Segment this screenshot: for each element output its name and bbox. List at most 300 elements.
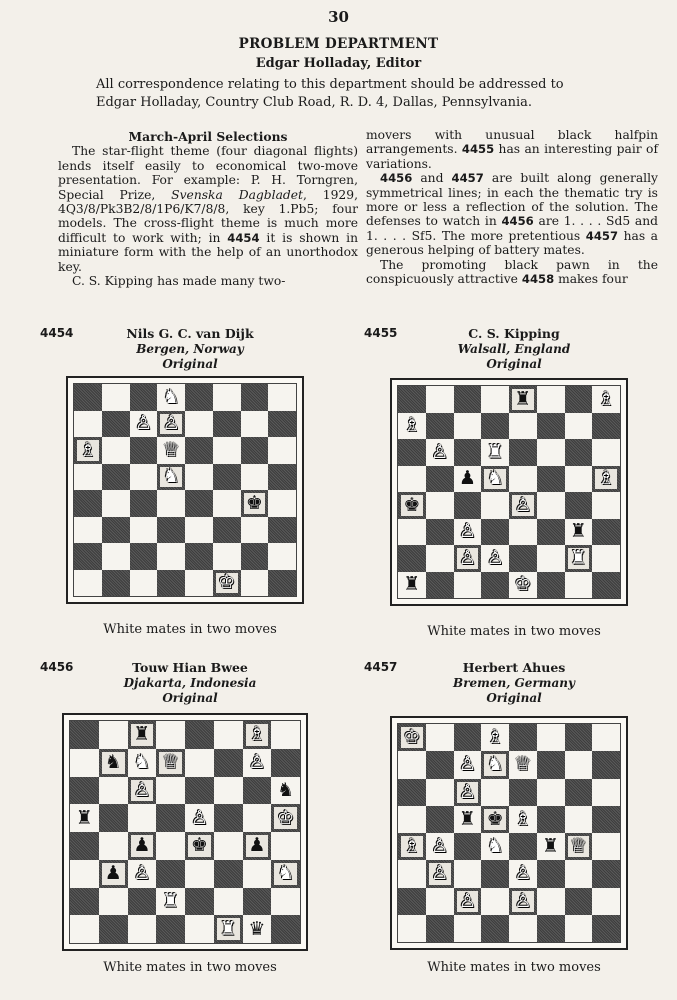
- square-f8: [537, 386, 565, 413]
- square-a3: [70, 860, 99, 888]
- notice-line-1: All correspondence relating to this department should be addressed to: [96, 77, 564, 92]
- square-e3: [185, 517, 213, 544]
- square-a1: [398, 915, 426, 942]
- problem-place: Bremen, Germany: [453, 676, 575, 690]
- square-h7: [271, 749, 300, 777]
- square-f8: [213, 384, 241, 411]
- square-f2: [537, 888, 565, 915]
- square-e4: [509, 492, 537, 519]
- square-a4: [74, 490, 102, 517]
- problem-author: Herbert Ahues: [462, 660, 566, 675]
- square-b8: [426, 724, 454, 751]
- square-a1: [74, 570, 102, 597]
- square-a2: [74, 543, 102, 570]
- square-f6: [537, 439, 565, 466]
- board-frame: [66, 376, 304, 604]
- square-c5: [128, 804, 157, 832]
- square-d6: [157, 437, 185, 464]
- square-a3: [74, 517, 102, 544]
- square-g2: [243, 888, 272, 916]
- square-e6: [185, 777, 214, 805]
- problem-place: Djakarta, Indonesia: [123, 676, 257, 690]
- square-a8: [398, 386, 426, 413]
- chess-piece-black: ♜: [542, 835, 560, 858]
- chess-piece-white: ♔: [403, 726, 421, 749]
- square-f8: [214, 721, 243, 749]
- square-e6: [509, 779, 537, 806]
- square-h7: [592, 751, 620, 778]
- square-e7: [185, 411, 213, 438]
- chess-piece-white: ♔: [218, 571, 236, 594]
- square-c7: [128, 749, 157, 777]
- square-c5: [454, 466, 482, 493]
- chess-piece-white: ♔: [277, 806, 295, 829]
- square-c6: [130, 437, 158, 464]
- square-a2: [398, 545, 426, 572]
- square-d7: [481, 413, 509, 440]
- square-b3: [426, 519, 454, 546]
- square-c5: [130, 464, 158, 491]
- square-b2: [99, 888, 128, 916]
- square-h1: [271, 915, 300, 943]
- chess-piece-white: ♙: [458, 546, 476, 569]
- square-b6: [102, 437, 130, 464]
- square-a4: [398, 833, 426, 860]
- square-b7: [102, 411, 130, 438]
- text: has an interesting pair of variations.: [366, 142, 659, 171]
- square-e4: [185, 832, 214, 860]
- square-e8: [185, 384, 213, 411]
- square-d5: [156, 804, 185, 832]
- square-a7: [74, 411, 102, 438]
- square-f6: [214, 777, 243, 805]
- square-a3: [398, 860, 426, 887]
- square-c3: [454, 519, 482, 546]
- square-a3: [398, 519, 426, 546]
- problem-ref: 4456: [501, 214, 534, 229]
- chess-piece-white: ♙: [431, 835, 449, 858]
- text: are built along generally symmetrical lines; in each the thematic try is more or less a reflection of the solution. The defenses to watch in: [366, 171, 658, 229]
- department-title: PROBLEM DEPARTMENT: [238, 36, 439, 52]
- square-d2: [481, 888, 509, 915]
- square-f1: [214, 915, 243, 943]
- square-d5: [157, 464, 185, 491]
- chess-piece-white: ♙: [514, 862, 532, 885]
- chess-piece-white: ♙: [134, 412, 152, 435]
- square-d4: [156, 832, 185, 860]
- chess-piece-white: ♞: [486, 467, 504, 490]
- square-a1: [70, 915, 99, 943]
- square-e4: [509, 833, 537, 860]
- square-b8: [426, 386, 454, 413]
- square-e8: [185, 721, 214, 749]
- chess-piece-white: ♙: [458, 520, 476, 543]
- chess-piece-white: ♕: [162, 438, 180, 461]
- chess-piece-white: ♗: [597, 467, 615, 490]
- notice-line-2: Edgar Holladay, Country Club Road, R. D. 4, Dallas, Pennsylvania.: [96, 95, 533, 110]
- square-g1: [241, 570, 269, 597]
- square-c6: [128, 777, 157, 805]
- square-e4: [185, 490, 213, 517]
- square-e2: [509, 888, 537, 915]
- square-a5: [70, 804, 99, 832]
- text: The promoting black pawn in the conspicuously attractive: [366, 257, 658, 287]
- square-b2: [102, 543, 130, 570]
- chess-piece-white: ♜: [569, 546, 587, 569]
- square-e7: [509, 751, 537, 778]
- square-b1: [426, 572, 454, 599]
- square-e2: [185, 888, 214, 916]
- square-e3: [509, 519, 537, 546]
- chess-board: [397, 723, 621, 943]
- square-g5: [565, 466, 593, 493]
- paragraph: C. S. Kipping has made many two-: [72, 274, 286, 289]
- chess-piece-black: ♜: [514, 387, 532, 410]
- square-g8: [243, 721, 272, 749]
- chess-piece-black: ♚: [245, 491, 263, 514]
- chess-piece-white: ♙: [133, 862, 151, 885]
- square-f5: [213, 464, 241, 491]
- square-e8: [509, 724, 537, 751]
- square-b8: [99, 721, 128, 749]
- chess-piece-black: ♜: [75, 806, 93, 829]
- square-c8: [454, 386, 482, 413]
- square-d2: [157, 543, 185, 570]
- square-e1: [185, 570, 213, 597]
- chess-piece-white: ♗: [514, 807, 532, 830]
- square-d1: [481, 572, 509, 599]
- square-g8: [565, 724, 593, 751]
- chess-piece-black: ♟: [133, 834, 151, 857]
- square-c3: [454, 860, 482, 887]
- square-g3: [565, 860, 593, 887]
- chess-piece-white: ♔: [514, 573, 532, 596]
- board-frame: [62, 713, 308, 951]
- text: makes four: [554, 272, 628, 287]
- square-e5: [509, 806, 537, 833]
- square-h1: [592, 915, 620, 942]
- chess-piece-white: ♙: [486, 546, 504, 569]
- square-h2: [268, 543, 296, 570]
- square-f1: [537, 572, 565, 599]
- square-h5: [268, 464, 296, 491]
- problem-4454: [40, 326, 340, 636]
- chess-piece-white: ♙: [190, 806, 208, 829]
- square-b4: [426, 833, 454, 860]
- chess-piece-white: ♜: [219, 917, 237, 940]
- paragraph: [366, 171, 658, 257]
- chess-piece-black: ♜: [403, 573, 421, 596]
- square-c8: [454, 724, 482, 751]
- square-g1: [565, 915, 593, 942]
- square-h8: [271, 721, 300, 749]
- square-d5: [481, 466, 509, 493]
- square-f2: [214, 888, 243, 916]
- square-d5: [481, 806, 509, 833]
- square-g3: [241, 517, 269, 544]
- chess-piece-white: ♗: [403, 835, 421, 858]
- square-c8: [130, 384, 158, 411]
- square-h1: [268, 570, 296, 597]
- square-d1: [156, 915, 185, 943]
- square-e2: [509, 545, 537, 572]
- square-g6: [241, 437, 269, 464]
- square-d6: [481, 779, 509, 806]
- square-d2: [481, 545, 509, 572]
- square-h5: [592, 466, 620, 493]
- problem-status: Original: [162, 357, 218, 371]
- chess-piece-white: ♞: [162, 385, 180, 408]
- square-d1: [481, 915, 509, 942]
- square-g4: [241, 490, 269, 517]
- square-g7: [241, 411, 269, 438]
- square-g3: [565, 519, 593, 546]
- square-h3: [592, 519, 620, 546]
- chess-piece-white: ♗: [597, 387, 615, 410]
- problem-ref: 4454: [227, 230, 260, 245]
- square-d8: [481, 386, 509, 413]
- square-b5: [426, 806, 454, 833]
- square-g1: [243, 915, 272, 943]
- square-a5: [398, 466, 426, 493]
- square-g4: [243, 832, 272, 860]
- chess-piece-white: ♞: [162, 465, 180, 488]
- chess-piece-black: ♚: [486, 807, 504, 830]
- square-c3: [130, 517, 158, 544]
- chess-piece-white: ♙: [514, 889, 532, 912]
- square-d3: [157, 517, 185, 544]
- text: are 1. . . . Sd5 and 1. . . . Sf5. The more pretentious: [366, 214, 658, 243]
- square-a1: [398, 572, 426, 599]
- chess-board: [397, 385, 621, 599]
- problem-caption: White mates in two moves: [103, 622, 277, 637]
- square-f7: [213, 411, 241, 438]
- board-frame: [390, 378, 628, 606]
- square-e6: [185, 437, 213, 464]
- square-f5: [537, 806, 565, 833]
- square-f7: [537, 413, 565, 440]
- square-g5: [565, 806, 593, 833]
- square-a8: [398, 724, 426, 751]
- problem-4455: [364, 326, 664, 639]
- square-c7: [130, 411, 158, 438]
- square-a5: [74, 464, 102, 491]
- square-h3: [592, 860, 620, 887]
- page-number: 30: [328, 8, 349, 26]
- square-e1: [509, 572, 537, 599]
- chess-piece-black: ♟: [248, 834, 266, 857]
- chess-piece-white: ♗: [248, 723, 266, 746]
- square-e3: [509, 860, 537, 887]
- right-column: [366, 128, 658, 286]
- problem-4456: [40, 660, 340, 980]
- square-b7: [426, 751, 454, 778]
- square-f1: [537, 915, 565, 942]
- text: movers with unusual black halfpin arrangements.: [366, 128, 658, 157]
- square-e7: [185, 749, 214, 777]
- square-g6: [565, 779, 593, 806]
- square-f2: [213, 543, 241, 570]
- square-e5: [185, 804, 214, 832]
- chess-piece-white: ♙: [431, 862, 449, 885]
- square-b5: [426, 466, 454, 493]
- square-d7: [157, 411, 185, 438]
- square-e5: [509, 466, 537, 493]
- chess-piece-white: ♙: [162, 412, 180, 435]
- square-g6: [565, 439, 593, 466]
- problem-ref: 4455: [461, 142, 495, 157]
- chess-piece-white: ♕: [514, 753, 532, 776]
- chess-piece-black: ♜: [458, 807, 476, 830]
- square-c3: [128, 860, 157, 888]
- problem-number: 4454: [40, 326, 74, 340]
- square-c4: [128, 832, 157, 860]
- square-c1: [454, 572, 482, 599]
- square-b6: [99, 777, 128, 805]
- square-c1: [454, 915, 482, 942]
- square-c2: [130, 543, 158, 570]
- square-h8: [268, 384, 296, 411]
- square-f6: [213, 437, 241, 464]
- square-c4: [454, 833, 482, 860]
- square-e5: [185, 464, 213, 491]
- square-a6: [398, 779, 426, 806]
- text: The star-flight theme (four diagonal flights) lends itself easily to economical two-move presentation. For example: P. H. Torngren, Special Prize,: [58, 144, 358, 202]
- editor-line: Edgar Holladay, Editor: [255, 56, 422, 71]
- square-d8: [156, 721, 185, 749]
- square-c6: [454, 779, 482, 806]
- chess-piece-black: ♜: [133, 723, 151, 746]
- square-e8: [509, 386, 537, 413]
- square-f5: [537, 466, 565, 493]
- square-h7: [592, 413, 620, 440]
- problem-author: C. S. Kipping: [468, 326, 560, 341]
- square-h6: [271, 777, 300, 805]
- square-d4: [481, 833, 509, 860]
- text: it is shown in miniature form with the help of an unorthodox key.: [58, 230, 358, 274]
- paragraph: [366, 258, 658, 287]
- problem-ref: 4457: [585, 228, 619, 243]
- square-f4: [213, 490, 241, 517]
- chess-piece-black: ♚: [190, 834, 208, 857]
- square-c7: [454, 751, 482, 778]
- square-d2: [156, 888, 185, 916]
- chess-piece-white: ♙: [458, 889, 476, 912]
- square-a5: [398, 806, 426, 833]
- square-f3: [537, 519, 565, 546]
- problem-4457: [364, 660, 664, 980]
- square-d7: [156, 749, 185, 777]
- square-b6: [426, 779, 454, 806]
- chess-piece-white: ♞: [486, 835, 504, 858]
- chess-piece-white: ♜: [486, 440, 504, 463]
- square-b5: [99, 804, 128, 832]
- chess-piece-white: ♙: [133, 778, 151, 801]
- square-f2: [537, 545, 565, 572]
- problem-number: 4457: [364, 660, 398, 674]
- square-c1: [130, 570, 158, 597]
- square-h4: [268, 490, 296, 517]
- chess-piece-white: ♗: [486, 726, 504, 749]
- square-a6: [70, 777, 99, 805]
- square-g8: [241, 384, 269, 411]
- square-g6: [243, 777, 272, 805]
- square-h7: [268, 411, 296, 438]
- problem-place: Walsall, England: [457, 342, 571, 356]
- problem-number: 4455: [364, 326, 398, 340]
- square-b4: [426, 492, 454, 519]
- chess-piece-white: ♗: [403, 414, 421, 437]
- square-d8: [157, 384, 185, 411]
- publication-name: Svenska Dagbladet: [171, 187, 303, 202]
- square-d3: [481, 519, 509, 546]
- square-f7: [214, 749, 243, 777]
- text: , 1929, 4Q3/8/Pk3B2/8/1P6/K7/8/8, key 1.Pb5; four models. The cross-flight theme is much more difficult to work with; in: [58, 187, 358, 245]
- square-a4: [398, 492, 426, 519]
- square-a4: [70, 832, 99, 860]
- square-g1: [565, 572, 593, 599]
- square-h6: [268, 437, 296, 464]
- square-b7: [426, 413, 454, 440]
- problem-number: 4456: [40, 660, 74, 674]
- square-g2: [565, 888, 593, 915]
- chess-piece-white: ♞: [133, 751, 151, 774]
- square-c4: [130, 490, 158, 517]
- square-e6: [509, 439, 537, 466]
- square-e1: [185, 915, 214, 943]
- square-h2: [592, 545, 620, 572]
- chess-piece-black: ♞: [104, 751, 122, 774]
- chess-piece-black: ♟: [104, 862, 122, 885]
- square-f4: [214, 832, 243, 860]
- square-d1: [157, 570, 185, 597]
- problem-caption: White mates in two moves: [103, 960, 277, 975]
- square-e3: [185, 860, 214, 888]
- chess-piece-white: ♕: [162, 751, 180, 774]
- square-f4: [537, 492, 565, 519]
- square-c6: [454, 439, 482, 466]
- chess-piece-white: ♞: [277, 862, 295, 885]
- square-b1: [426, 915, 454, 942]
- square-d4: [157, 490, 185, 517]
- chess-board: [69, 720, 301, 944]
- square-a7: [70, 749, 99, 777]
- square-d7: [481, 751, 509, 778]
- square-h2: [271, 888, 300, 916]
- square-h4: [592, 492, 620, 519]
- square-f3: [537, 860, 565, 887]
- square-d4: [481, 492, 509, 519]
- square-c2: [128, 888, 157, 916]
- square-b2: [426, 545, 454, 572]
- chess-piece-white: ♙: [458, 780, 476, 803]
- square-b4: [102, 490, 130, 517]
- chess-piece-white: ♜: [162, 889, 180, 912]
- chess-piece-black: ♜: [569, 520, 587, 543]
- square-b1: [102, 570, 130, 597]
- square-h6: [592, 439, 620, 466]
- square-e1: [509, 915, 537, 942]
- square-b2: [426, 888, 454, 915]
- square-h5: [271, 804, 300, 832]
- square-f7: [537, 751, 565, 778]
- square-a6: [398, 439, 426, 466]
- problem-ref: 4456: [380, 171, 413, 186]
- square-a8: [70, 721, 99, 749]
- problem-author: Touw Hian Bwee: [132, 660, 248, 675]
- square-b7: [99, 749, 128, 777]
- square-b3: [426, 860, 454, 887]
